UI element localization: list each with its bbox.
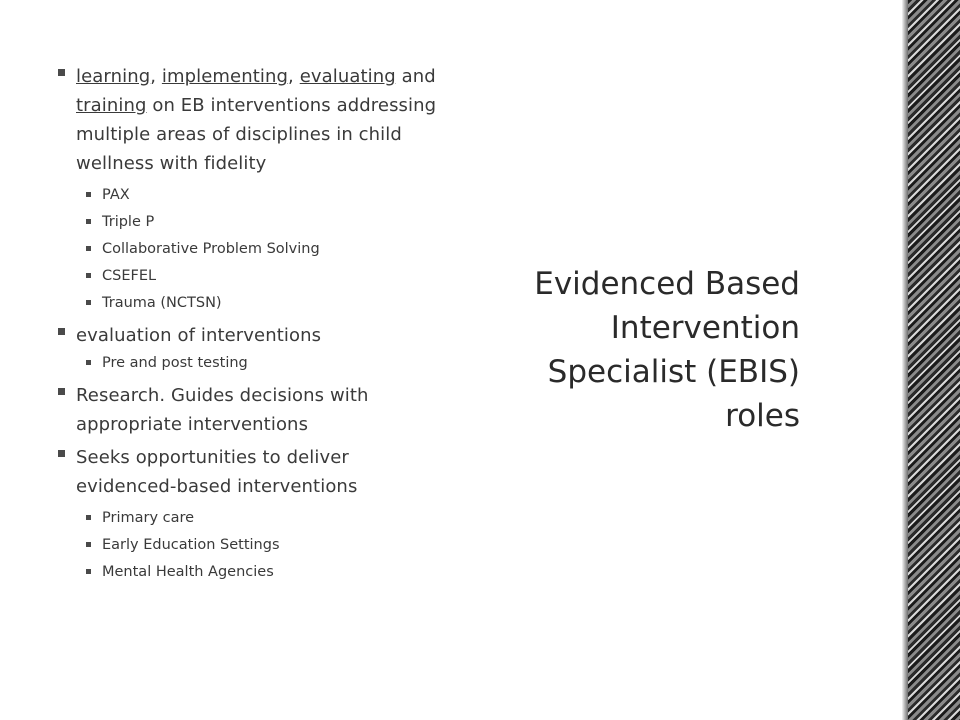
sub-bullet-item xyxy=(86,505,438,532)
separator: , xyxy=(288,66,300,87)
bullet-item-ebi-roles xyxy=(58,62,438,178)
bullet-text: evaluation of interventions xyxy=(76,325,322,346)
sub-bullet-label: Trauma (NCTSN) xyxy=(102,295,222,311)
bullet-text: Research. Guides decisions with appropriate interventions xyxy=(76,385,369,435)
sub-bullet-label: Pre and post testing xyxy=(102,355,248,371)
sub-bullet-label: Early Education Settings xyxy=(102,537,280,553)
underlined-word-learning: learning xyxy=(76,66,151,87)
square-bullet-icon xyxy=(86,569,91,574)
bullet-item-research xyxy=(58,381,438,439)
sub-bullet-item xyxy=(86,290,438,317)
sub-bullet-item xyxy=(86,209,438,236)
square-bullet-icon xyxy=(58,69,65,76)
square-bullet-icon xyxy=(58,388,65,395)
square-bullet-icon xyxy=(86,360,91,365)
decorative-border xyxy=(908,0,960,720)
square-bullet-icon xyxy=(86,246,91,251)
square-bullet-icon xyxy=(86,542,91,547)
sub-bullet-label: Collaborative Problem Solving xyxy=(102,241,320,257)
square-bullet-icon xyxy=(58,328,65,335)
separator: , xyxy=(150,66,162,87)
underlined-word-training: training xyxy=(76,95,147,116)
underlined-word-implementing: implementing xyxy=(161,66,289,87)
square-bullet-icon xyxy=(86,273,91,278)
sub-bullet-item xyxy=(86,236,438,263)
slide-title: Evidenced Based Intervention Specialist (EBIS) roles xyxy=(534,266,800,434)
underlined-word-evaluating: evaluating xyxy=(299,66,396,87)
connector-text: and xyxy=(395,66,436,87)
bullet-tail-text: on EB interventions addressing multiple areas of disciplines in child wellness with fidelity xyxy=(76,95,437,174)
square-bullet-icon xyxy=(58,450,65,457)
square-bullet-icon xyxy=(86,515,91,520)
square-bullet-icon xyxy=(86,219,91,224)
sub-bullet-item xyxy=(86,182,438,209)
sub-bullet-item xyxy=(86,350,438,377)
sub-bullet-label: PAX xyxy=(102,187,130,203)
square-bullet-icon xyxy=(86,300,91,305)
bullet-list xyxy=(58,62,438,586)
bullet-text: Seeks opportunities to deliver evidenced-based interventions xyxy=(76,447,358,497)
sub-bullet-label: Triple P xyxy=(102,214,155,230)
sub-bullet-label: Primary care xyxy=(102,510,195,526)
sub-bullet-label: Mental Health Agencies xyxy=(102,564,274,580)
sub-bullet-item xyxy=(86,263,438,290)
square-bullet-icon xyxy=(86,192,91,197)
sub-bullet-label: CSEFEL xyxy=(102,268,157,284)
sub-bullet-item xyxy=(86,559,438,586)
bullet-item-evaluation xyxy=(58,321,438,350)
bullet-item-opportunities xyxy=(58,443,438,501)
sub-bullet-item xyxy=(86,532,438,559)
